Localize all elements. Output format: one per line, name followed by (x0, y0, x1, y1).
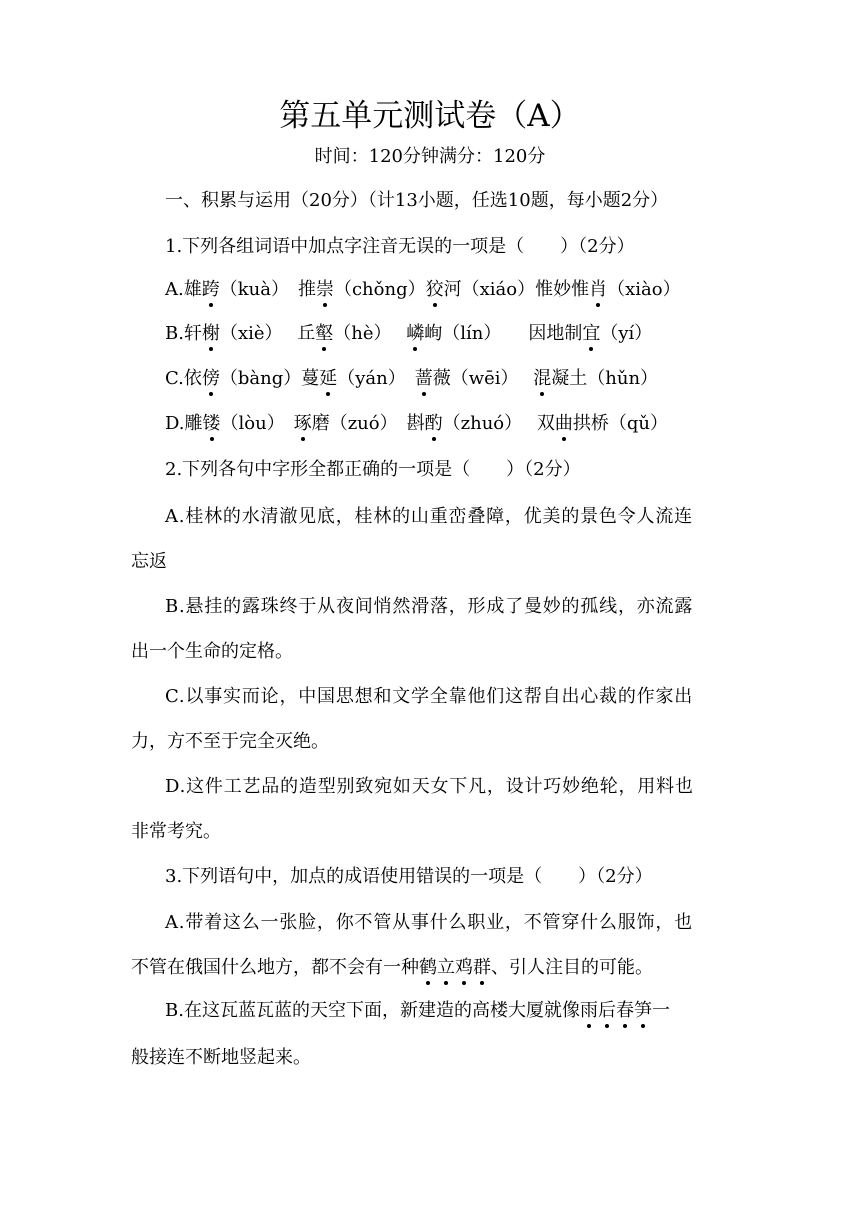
question-2-option-d-cont: 非常考究。 (131, 821, 221, 842)
question-2-option-b: B.悬挂的露珠终于从夜间悄然滑落，形成了曼妙的孤线，亦流露 (165, 596, 694, 617)
question-3-option-a-cont: 不管在俄国什么地方，都不会有一种鹤立鸡群、引人注目的可能。 (131, 955, 653, 981)
question-1-option-a: A.雄跨（kuà） 推崇（chǒng）狡河（xiáo）惟妙惟肖（xiào） (165, 277, 681, 303)
question-1-option-c: C.依傍（bàng）蔓延（yán） 蔷薇（wēi） 混凝土（hǔn） (165, 366, 658, 392)
question-3-option-b-cont: 般接连不断地竖起来。 (131, 1047, 311, 1068)
question-3-option-b: B.在这瓦蓝瓦蓝的天空下面，新建造的高楼大厦就像雨后春笋一 (165, 998, 670, 1024)
question-3-stem: 3.下列语句中，加点的成语使用错误的一项是（ ）（2分） (165, 866, 653, 887)
question-2-option-a: A.桂林的水清澈见底，桂林的山重峦叠障，优美的景色令人流连 (165, 506, 693, 527)
page-title: 第五单元测试卷（A） (279, 98, 581, 134)
question-3-option-a: A.带着这么一张脸，你不管从事什么职业，不管穿什么服饰，也 (165, 912, 693, 933)
question-1-stem: 1.下列各组词语中加点字注音无误的一项是（ ）（2分） (165, 236, 635, 257)
question-2-option-b-cont: 出一个生命的定格。 (131, 641, 293, 662)
question-2-option-c: C.以事实而论，中国思想和文学全靠他们这帮自出心裁的作家出 (165, 686, 694, 707)
question-2-option-d: D.这件工艺品的造型别致宛如天女下凡，设计巧妙绝轮，用料也 (165, 776, 694, 797)
question-2-option-a-cont: 忘返 (131, 551, 167, 572)
section-heading: 一、积累与运用（20分）（计13小题，任选10题，每小题2分） (165, 190, 669, 211)
page-subtitle: 时间：120分钟满分：120分 (314, 146, 546, 167)
question-2-stem: 2.下列各句中字形全都正确的一项是（ ）（2分） (165, 459, 581, 480)
question-2-option-c-cont: 力，方不至于完全灭绝。 (131, 731, 329, 752)
question-1-option-d: D.雕镂（lòu） 琢磨（zuó） 斟酌（zhuó） 双曲拱桥（qǔ） (165, 411, 668, 437)
question-1-option-b: B.轩榭（xiè） 丘壑（hè） 嶙峋（lín） 因地制宜（yí） (165, 321, 652, 347)
